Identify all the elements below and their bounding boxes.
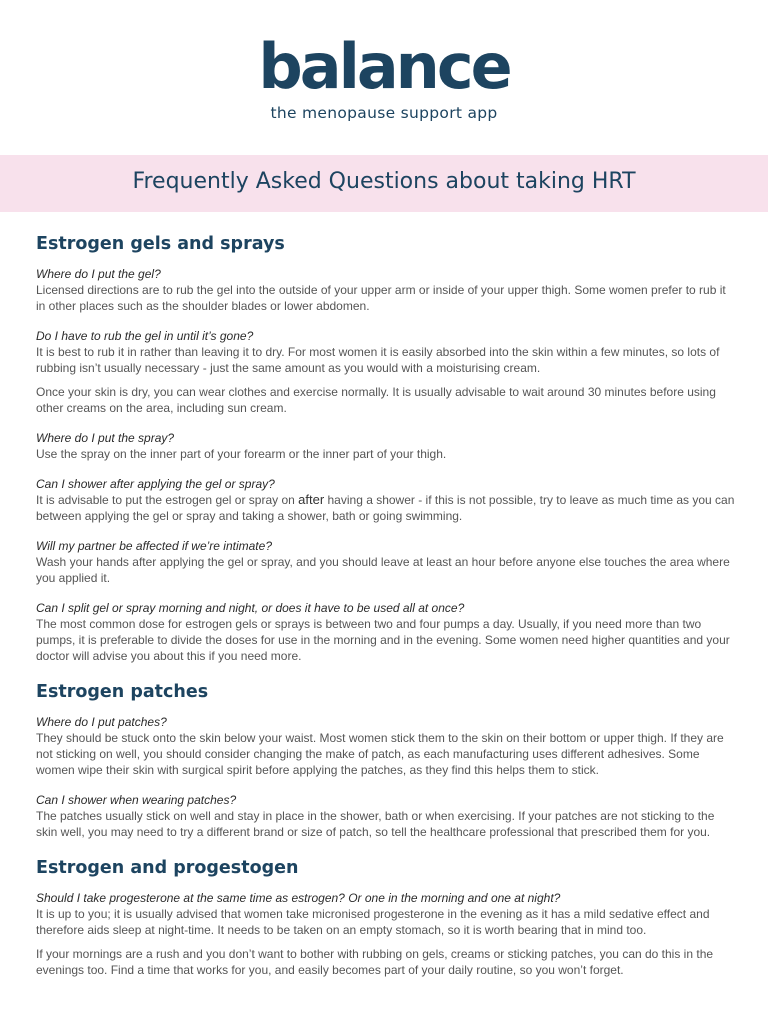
answer-text: having a shower - if this is not possible, try to leave as much time as you can between applying the gel or spray and taking a shower, bath or going swimming. xyxy=(36,493,735,523)
faq-answer: It is up to you; it is usually advised that women take micronised progesterone in the evening as it has a mild sedative effect and therefore aids sleep at night-time. It needs to be taken on an empty stomach, so it is worth bearing that in mind too. xyxy=(36,907,710,937)
faq-question: Do I have to rub the gel in until it’s gone? xyxy=(36,329,254,343)
page-title: Frequently Asked Questions about taking HRT xyxy=(132,169,636,194)
faq-item xyxy=(36,600,738,664)
faq-question: Where do I put the spray? xyxy=(36,431,175,445)
faq-item xyxy=(36,538,738,586)
faq-answer: Once your skin is dry, you can wear clothes and exercise normally. It is usually advisable to wait around 30 minutes before using other creams on the area, including sun cream. xyxy=(36,385,716,415)
brand-tagline: the menopause support app xyxy=(270,104,498,122)
section-title: Estrogen patches xyxy=(36,682,209,702)
section-estrogen-progestogen xyxy=(36,854,738,978)
faq-question: Will my partner be affected if we’re intimate? xyxy=(36,539,272,553)
faq-answer: They should be stuck onto the skin below your waist. Most women stick them to the skin on their bottom or upper thigh. If they are not sticking on well, you should consider changing the make of patch, as each manufacturing uses different adhesives. Some women wipe their skin with surgical spirit before applying the patches, as they find this helps them to stick. xyxy=(36,731,724,777)
faq-answer xyxy=(36,492,738,524)
faq-item xyxy=(36,430,738,462)
faq-item xyxy=(36,328,738,416)
faq-answer: If your mornings are a rush and you don’t want to bother with rubbing on gels, creams or sticking patches, you can do this in the evenings too. Find a time that works for you, and easily becomes part of your daily routine, so you won’t forget. xyxy=(36,947,714,977)
brand-logo: balance xyxy=(258,30,510,103)
section-title: Estrogen gels and sprays xyxy=(36,234,285,254)
faq-answer: Licensed directions are to rub the gel into the outside of your upper arm or inside of your upper thigh. Some women prefer to rub it in other places such as the shoulder blades or lower abdomen. xyxy=(36,283,726,313)
faq-question: Where do I put patches? xyxy=(36,715,167,729)
faq-answer: The patches usually stick on well and stay in place in the shower, bath or when exercising. If your patches are not sticking to the skin well, you may need to try a different brand or size of patch, so tell the healthcare professional that prescribed them for you. xyxy=(36,809,715,839)
faq-question: Where do I put the gel? xyxy=(36,267,161,281)
section-gels-sprays xyxy=(36,230,738,664)
title-banner xyxy=(0,155,768,212)
answer-emphasis: after xyxy=(298,492,325,507)
faq-answer: Wash your hands after applying the gel or spray, and you should leave at least an hour before anyone else touches the area where you applied it. xyxy=(36,555,730,585)
section-title: Estrogen and progestogen xyxy=(36,858,299,878)
faq-item xyxy=(36,714,738,778)
faq-item xyxy=(36,476,738,524)
section-patches xyxy=(36,678,738,840)
faq-question: Can I shower after applying the gel or spray? xyxy=(36,477,275,491)
faq-answer: It is best to rub it in rather than leaving it to dry. For most women it is easily absorbed into the skin within a few minutes, so lots of rubbing isn’t usually necessary - just the same amount as you would with a moisturising cream. xyxy=(36,345,720,375)
answer-text: It is advisable to put the estrogen gel or spray on xyxy=(36,493,299,507)
faq-question: Should I take progesterone at the same time as estrogen? Or one in the morning and one at night? xyxy=(36,891,561,905)
faq-item xyxy=(36,266,738,314)
faq-item xyxy=(36,890,738,978)
faq-answer: The most common dose for estrogen gels or sprays is between two and four pumps a day. Usually, if you need more than two pumps, it is preferable to divide the doses for use in the morning and in the evening. Some women need higher quantities and your doctor will advise you about this if you need more. xyxy=(36,617,730,663)
faq-question: Can I shower when wearing patches? xyxy=(36,793,237,807)
faq-content xyxy=(36,230,738,992)
faq-question: Can I split gel or spray morning and night, or does it have to be used all at once? xyxy=(36,601,465,615)
page-header xyxy=(0,0,768,155)
faq-answer: Use the spray on the inner part of your forearm or the inner part of your thigh. xyxy=(36,447,447,461)
faq-item xyxy=(36,792,738,840)
